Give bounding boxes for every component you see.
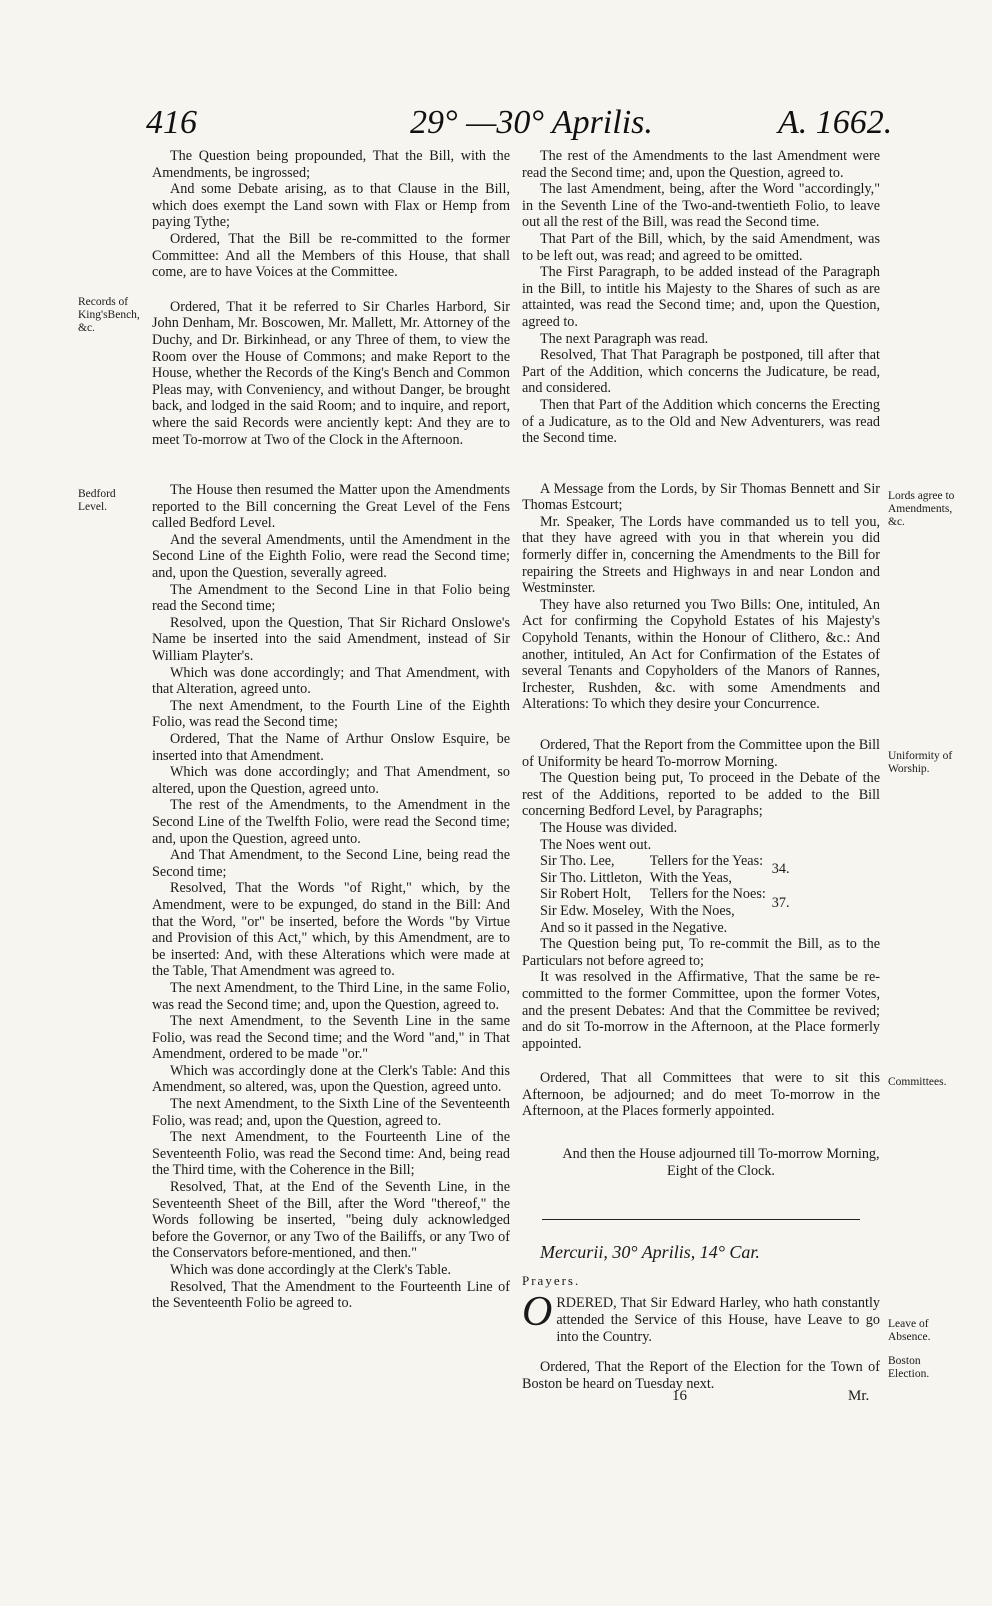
paragraph: The First Paragraph, to be added instead of the Paragraph in the Bill, to intitle his Majesty to the Shares of such as are attainted, was read the Second time; and, upon the Question, agreed to.: [522, 264, 880, 330]
teller-role: Tellers for the Noes:: [649, 886, 766, 903]
margin-note-bedford: Bedford Level.: [78, 488, 116, 513]
paragraph: Which was done accordingly; and That Amendment, with that Alteration, agreed unto.: [152, 664, 510, 698]
paragraph: Resolved, upon the Question, That Sir Richard Onslowe's Name be inserted into the said Amendment, instead of Sir William Playter's.: [152, 614, 510, 665]
teller-role: With the Yeas,: [649, 869, 732, 886]
prayers-heading: Prayers.: [522, 1272, 581, 1288]
paragraph: The next Amendment, to the Seventh Line in the same Folio, was read the Second time; and the Word "and," in That Amendment, ordered to be made "or.": [152, 1013, 510, 1063]
paragraph: The Amendment to the Second Line in that Folio being read the Second time;: [152, 581, 510, 615]
paragraph: The next Amendment, to the Fourteenth Line of the Seventeenth Folio, was read the Second time: And, being read the Third time, with the Coherence in the Bill;: [152, 1129, 510, 1179]
margin-note-records: Records of King'sBench, &c.: [78, 296, 140, 334]
page-number: 416: [146, 104, 197, 141]
left-column: [152, 148, 510, 1312]
margin-note-uniformity: Uniformity of Worship.: [888, 750, 953, 775]
paragraph: And That Amendment, to the Second Line, being read the Second time;: [152, 847, 510, 880]
paragraph: Resolved, That, at the End of the Seventh Line, in the Seventeenth Sheet of the Bill, after the Word "thereof," the Words following be inserted, "being duly acknowledged before the Governor, or any Two of the Bailiffs, or any Two of the Conservators before-mentioned, and then.": [152, 1179, 510, 1262]
teller-name: Sir Edw. Moseley,: [540, 902, 644, 919]
paragraph: The next Paragraph was read.: [540, 330, 709, 347]
day-title: Mercurii, 30° Aprilis, 14° Car.: [540, 1242, 760, 1263]
paragraph: Resolved, That That Paragraph be postponed, till after that Part of the Addition, which concerns the Judicature, be read, and considered.: [522, 347, 880, 397]
catchword: Mr.: [848, 1388, 870, 1404]
margin-note-leave: Leave of Absence.: [888, 1318, 931, 1343]
paragraph: The Question being propounded, That the Bill, with the Amendments, be ingrossed;: [152, 148, 510, 181]
paragraph: The Question being put, To proceed in the Debate of the rest of the Additions, reported to be added to the Bill concerning Bedford Level, by Paragraphs;: [522, 770, 880, 820]
paragraph: Which was done accordingly; and That Amendment, so altered, upon the Question, agreed unto.: [152, 764, 510, 797]
section-divider: [542, 1219, 860, 1220]
paragraph: The House then resumed the Matter upon the Amendments reported to the Bill concerning the Great Level of the Fens called Bedford Level.: [152, 482, 510, 532]
paragraph: The next Amendment, to the Sixth Line of the Seventeenth Folio, was read; and, upon the Question, agreed to.: [152, 1096, 510, 1129]
paragraph: And the several Amendments, until the Amendment in the Second Line of the Eighth Folio, were read the Second time; and, upon the Question, severally agreed.: [152, 531, 510, 582]
running-head-year: A. 1662.: [778, 104, 893, 141]
paragraph: Ordered, That the Report of the Election for the Town of Boston be heard on Tuesday next.: [522, 1359, 880, 1392]
paragraph: Ordered, That all Committees that were to sit this Afternoon, be adjourned; and do meet To-morrow in the Afternoon, at the Places formerly appointed.: [522, 1070, 880, 1120]
paragraph: That Part of the Bill, which, by the said Amendment, was to be left out, was read; and agreed to be omitted.: [522, 230, 880, 264]
paragraph: Ordered, That the Name of Arthur Onslow Esquire, be inserted into that Amendment.: [152, 731, 510, 764]
paragraph: The Noes went out.: [540, 836, 652, 853]
paragraph: The last Amendment, being, after the Word "accordingly," in the Seventh Line of the Two-and-twentieth Folio, to leave out all the rest of the Bill, was read the Second time.: [522, 181, 880, 231]
paragraph: Which was done accordingly at the Clerk's Table.: [170, 1262, 452, 1278]
paragraph: Which was accordingly done at the Clerk's Table: And this Amendment, so altered, was, upon the Question, agreed unto.: [152, 1062, 510, 1096]
margin-note-boston: Boston Election.: [888, 1355, 930, 1380]
paragraph: Resolved, That the Words "of Right," which, by the Amendment, were to be expunged, do stand in the Bill: And that the Word, "or" be inserted, before the Words "by Virtue and Provision of this Act," which, by this Amendment, are to be inserted: And, with these Alterations which were made at the Table, That Amendment was agreed to.: [152, 880, 510, 980]
paragraph: And so it passed in the Negative.: [540, 919, 728, 936]
paragraph: The Question being put, To re-commit the Bill, as to the Particulars not before agreed to;: [522, 936, 880, 969]
paragraph: Resolved, That the Amendment to the Fourteenth Line of the Seventeenth Folio be agreed to.: [152, 1278, 510, 1312]
paragraph: And some Debate arising, as to that Clause in the Bill, which does exempt the Land sown with Flax or Hemp from paying Tythe;: [152, 181, 510, 231]
paragraph-text: RDERED, That Sir Edward Harley, who hath constantly attended the Service of this House, have Leave to go into the Country.: [556, 1295, 880, 1345]
teller-name: Sir Robert Holt,: [540, 886, 632, 903]
paragraph: The next Amendment, to the Fourth Line of the Eighth Folio, was read the Second time;: [152, 697, 510, 731]
paragraph: Ordered, That the Bill be re-committed to the former Committee: And all the Members of this House, that shall come, are to have Voices at the Committee.: [152, 230, 510, 281]
paragraph: Then that Part of the Addition which concerns the Erecting of a Judicature, as to the Old and New Adventurers, was read the Second time.: [522, 396, 880, 447]
paragraph: It was resolved in the Affirmative, That the same be re-committed to the former Committee, upon the former Votes, and the present Debates: And that the Committee be revived; and do sit To-morrow in the Afternoon, at the Place formerly appointed.: [522, 969, 880, 1052]
margin-note-committees: Committees.: [888, 1076, 947, 1088]
paragraph: Ordered, That it be referred to Sir Charles Harbord, Sir John Denham, Mr. Boscowen, Mr. Mallett, Mr. Attorney of the Duchy, and Dr. Birkinhead, or any Three of them, to view the Room over the House of Commons; and make Report to the House, whether the Records of the King's Bench and Common Pleas may, with Conveniency, and without Danger, be brought back, and lodged in the said Room; and to inquire, and report, where the said Records were anciently kept: And they are to meet To-morrow at Two of the Clock in the Afternoon.: [152, 298, 510, 448]
paragraph: Ordered, That the Report from the Committee upon the Bill of Uniformity be heard To-morrow Morning.: [522, 737, 880, 770]
tellers-table: [540, 853, 796, 919]
paragraph: The rest of the Amendments, to the Amendment in the Second Line of the Twelfth Folio, were read the Second time; and, upon the Question, agreed unto.: [152, 797, 510, 847]
paragraph: A Message from the Lords, by Sir Thomas Bennett and Sir Thomas Estcourt;: [522, 480, 880, 514]
drop-cap: O: [522, 1289, 553, 1336]
teller-name: Sir Tho. Littleton,: [540, 869, 643, 886]
noes-count: 37.: [771, 894, 790, 911]
margin-note-lords-agree: Lords agree to Amendments, &c.: [888, 490, 955, 528]
paragraph: The rest of the Amendments to the last Amendment were read the Second time; and, upon the Question, agreed to.: [522, 148, 880, 181]
adjournment: And then the House adjourned till To-morrow Morning, Eight of the Clock.: [562, 1146, 880, 1179]
paragraph: They have also returned you Two Bills: One, intituled, An Act for confirming the Copyhold Estates of his Majesty's Copyhold Tenants, within the Honour of Clithero, &c.: And another, intituled, An Act for Confirmation of the Estates of several Tenants and Copyholders of the Manors of Rannes, Irchester, Rushden, &c. with some Amendments and Alterations: To which they desire your Concurrence.: [522, 596, 880, 713]
paragraph: The next Amendment, to the Third Line, in the same Folio, was read the Second time; and, upon the Question, agreed to.: [152, 979, 510, 1013]
teller-role: With the Noes,: [649, 902, 735, 919]
paragraph: [522, 1289, 880, 1345]
right-column: [522, 148, 880, 1392]
running-head-dates: 29° —30° Aprilis.: [410, 104, 653, 141]
teller-name: Sir Tho. Lee,: [540, 853, 615, 870]
signature-mark: 16: [672, 1388, 687, 1404]
teller-role: Tellers for the Yeas:: [649, 853, 764, 870]
paragraph: The House was divided.: [540, 819, 678, 836]
yeas-count: 34.: [771, 861, 790, 878]
paragraph: Mr. Speaker, The Lords have commanded us to tell you, that they have agreed with you in that wherein you did formerly differ in, concerning the Amendments to the Bill for repairing the Streets and Highways in and near London and Westminster.: [522, 513, 880, 597]
